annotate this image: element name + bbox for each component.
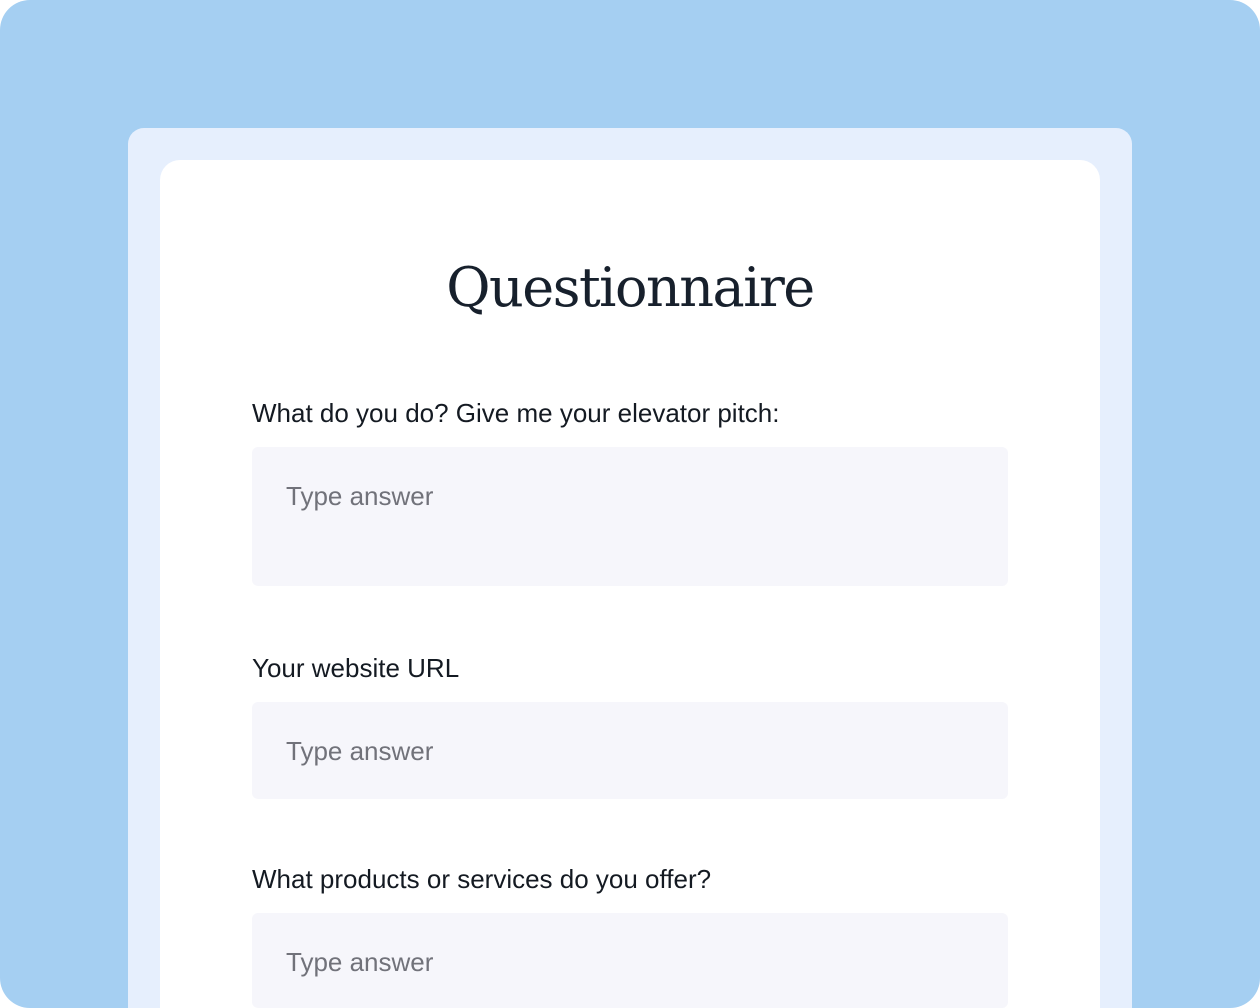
website-url-input[interactable] bbox=[252, 702, 1008, 799]
elevator-pitch-input[interactable] bbox=[252, 447, 1008, 586]
input-placeholder: Type answer bbox=[286, 481, 434, 511]
question-label-website-url: Your website URL bbox=[252, 653, 460, 683]
products-services-input[interactable] bbox=[252, 913, 1008, 1008]
question-label-elevator-pitch: What do you do? Give me your elevator pitch: bbox=[252, 398, 780, 428]
question-label-products-services: What products or services do you offer? bbox=[252, 864, 712, 894]
page-title: Questionnaire bbox=[446, 256, 814, 319]
input-placeholder: Type answer bbox=[286, 736, 434, 766]
input-placeholder: Type answer bbox=[286, 947, 434, 977]
